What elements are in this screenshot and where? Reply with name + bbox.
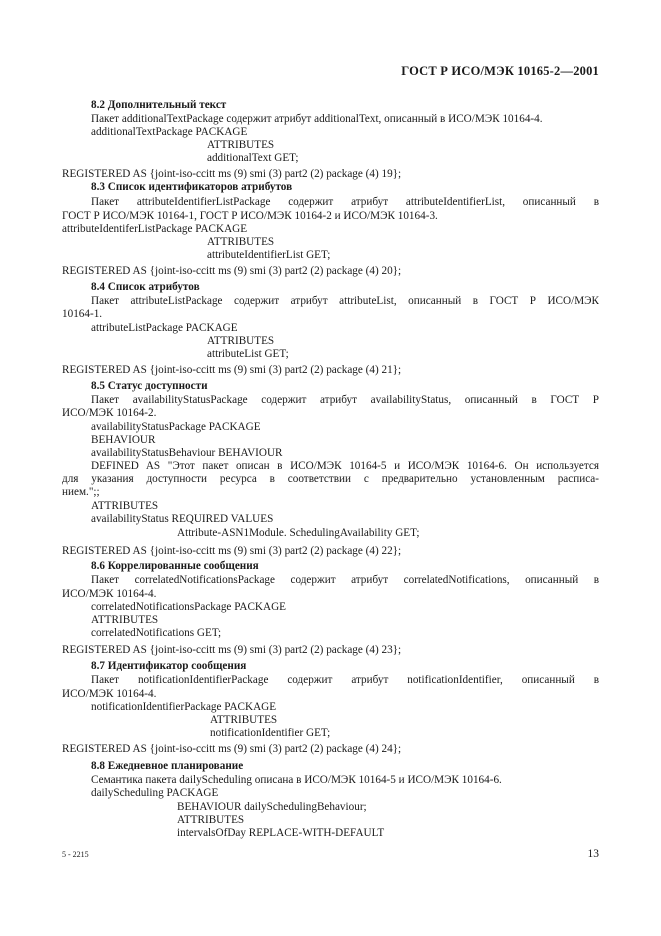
paragraph-line: ГОСТ Р ИСО/МЭК 10164-1, ГОСТ Р ИСО/МЭК 10164-2 и ИСО/МЭК 10164-3. (62, 210, 438, 222)
section-heading: 8.3 Список идентификаторов атрибутов (91, 181, 293, 193)
code-line: attributeIdentiferListPackage PACKAGE (62, 223, 248, 235)
paragraph-line: ИСО/МЭК 10164-4. (62, 588, 157, 600)
paragraph-line: Пакет attributeIdentifierListPackage содержит атрибут attributeIdentifierList, описанный в (91, 196, 599, 208)
registration-line: REGISTERED AS {joint-iso-ccitt ms (9) smi (3) part2 (2) package (4) 21}; (62, 364, 402, 376)
code-line: dailyScheduling PACKAGE (91, 787, 219, 799)
registration-line: REGISTERED AS {joint-iso-ccitt ms (9) smi (3) part2 (2) package (4) 23}; (62, 644, 402, 656)
code-line: attributeList GET; (207, 348, 289, 360)
code-line: ATTRIBUTES (91, 614, 159, 626)
registration-line: REGISTERED AS {joint-iso-ccitt ms (9) smi (3) part2 (2) package (4) 22}; (62, 545, 402, 557)
section-heading: 8.7 Идентификатор сообщения (91, 660, 247, 672)
registration-line: REGISTERED AS {joint-iso-ccitt ms (9) smi (3) part2 (2) package (4) 20}; (62, 265, 402, 277)
code-line: ATTRIBUTES (91, 500, 159, 512)
code-line: BEHAVIOUR dailySchedulingBehaviour; (177, 801, 367, 813)
code-line: ATTRIBUTES (177, 814, 245, 826)
registration-line: REGISTERED AS {joint-iso-ccitt ms (9) smi (3) part2 (2) package (4) 24}; (62, 743, 402, 755)
code-line: attributeIdentifierList GET; (207, 249, 331, 261)
paragraph-line: ИСО/МЭК 10164-2. (62, 407, 157, 419)
code-line: DEFINED AS "Этот пакет описан в ИСО/МЭК 10164-5 и ИСО/МЭК 10164-6. Он используется (91, 460, 599, 472)
page-number: 13 (587, 848, 599, 860)
code-line: ATTRIBUTES (207, 335, 275, 347)
code-line: attributeListPackage PACKAGE (91, 322, 238, 334)
code-line: notificationIdentifier GET; (210, 727, 331, 739)
code-line: notificationIdentifierPackage PACKAGE (91, 701, 277, 713)
paragraph-line: Пакет correlatedNotificationsPackage содержит атрибут correlatedNotifications, описанный в (91, 574, 599, 586)
paragraph-line: Пакет availabilityStatusPackage содержит атрибут availabilityStatus, описанный в ГОСТ Р (91, 394, 599, 406)
code-line: additionalText GET; (207, 152, 299, 164)
code-line: additionalTextPackage PACKAGE (91, 126, 248, 138)
code-line: availabilityStatusPackage PACKAGE (91, 421, 261, 433)
section-heading: 8.5 Статус доступности (91, 380, 208, 392)
code-line: availabilityStatusBehaviour BEHAVIOUR (91, 447, 283, 459)
paragraph-line: 10164-1. (62, 308, 103, 320)
paragraph-line: Пакет attributeListPackage содержит атрибут attributeList, описанный в ГОСТ Р ИСО/МЭК (91, 295, 599, 307)
code-line: BEHAVIOUR (91, 434, 156, 446)
registration-line: REGISTERED AS {joint-iso-ccitt ms (9) smi (3) part2 (2) package (4) 19}; (62, 168, 402, 180)
standard-header: ГОСТ Р ИСО/МЭК 10165-2—2001 (401, 64, 599, 78)
section-heading: 8.6 Коррелированные сообщения (91, 560, 259, 572)
code-line: intervalsOfDay REPLACE-WITH-DEFAULT (177, 827, 385, 839)
section-heading: 8.8 Ежедневное планирование (91, 760, 244, 772)
section-heading: 8.4 Список атрибутов (91, 281, 200, 293)
code-line: correlatedNotificationsPackage PACKAGE (91, 601, 287, 613)
code-line: correlatedNotifications GET; (91, 627, 222, 639)
code-line: нием.";; (62, 486, 100, 498)
code-line: ATTRIBUTES (207, 139, 275, 151)
code-line: ATTRIBUTES (207, 236, 275, 248)
paragraph-line: Семантика пакета dailyScheduling описана в ИСО/МЭК 10164-5 и ИСО/МЭК 10164-6. (91, 774, 502, 786)
code-line: Attribute-ASN1Module. SchedulingAvailability GET; (177, 527, 420, 539)
code-line: для указания доступности ресурса в соответствии с предварительно установленным расписа- (62, 473, 599, 485)
section-heading: 8.2 Дополнительный текст (91, 99, 227, 111)
code-line: availabilityStatus REQUIRED VALUES (91, 513, 274, 525)
paragraph-line: Пакет notificationIdentifierPackage содержит атрибут notificationIdentifier, описанный в (91, 674, 599, 686)
paragraph-line: Пакет additionalTextPackage содержит атрибут additionalText, описанный в ИСО/МЭК 10164-4. (91, 113, 543, 125)
paragraph-line: ИСО/МЭК 10164-4. (62, 688, 157, 700)
print-code: 5 - 2215 (62, 850, 89, 859)
code-line: ATTRIBUTES (210, 714, 278, 726)
